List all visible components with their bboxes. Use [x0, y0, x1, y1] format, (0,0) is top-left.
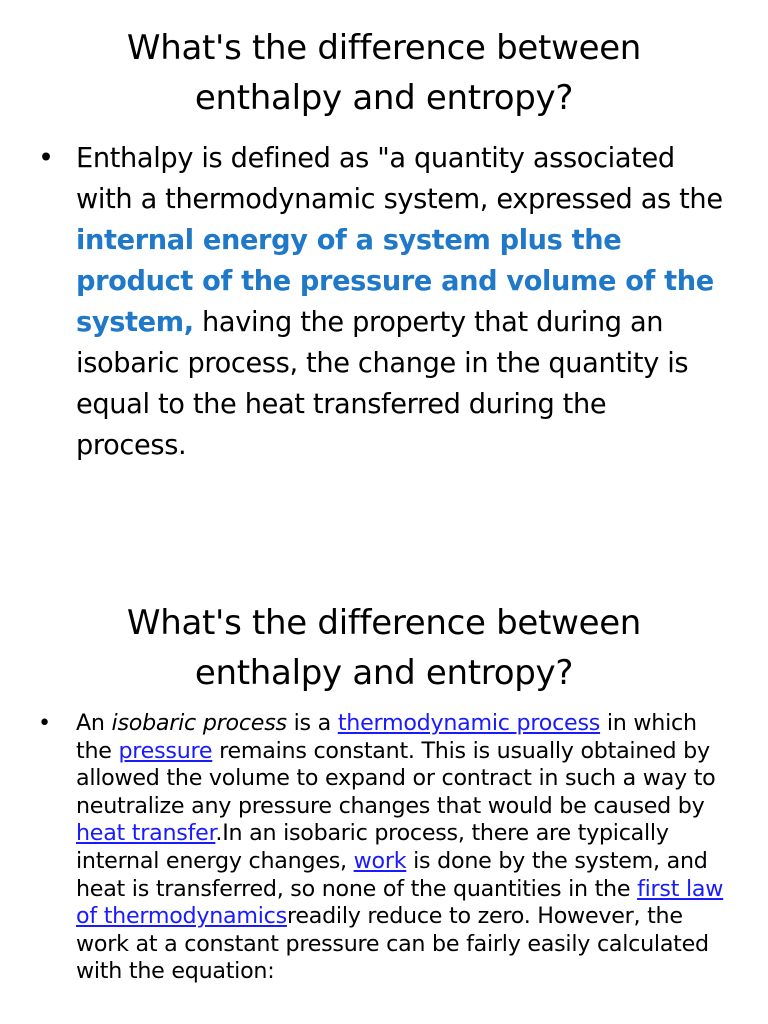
bullet-item: [34, 710, 734, 986]
paragraph-text: remains constant. This is usually obtained by allowed the volume to expand or contract in such a way to neutralize any pressure changes that would be caused by: [76, 737, 716, 819]
paragraph-text: having the property that during an isobaric process, the change in the quantity is equal to the heat transferred during the process.: [76, 307, 689, 461]
paragraph-text: Enthalpy is defined as "a quantity associated with a thermodynamic system, expressed as the: [76, 143, 723, 215]
bullet-paragraph: [76, 138, 724, 466]
paragraph-text: .In an isobaric process, there are typically internal energy changes,: [76, 820, 669, 874]
slide-title: [60, 598, 708, 698]
bullet-item: [34, 138, 724, 466]
thermodynamic-process-link[interactable]: thermodynamic process: [337, 710, 601, 736]
pressure-link[interactable]: pressure: [118, 737, 213, 764]
slide-title: [60, 23, 708, 123]
isobaric-process-term: isobaric process: [111, 710, 287, 736]
highlighted-definition: internal energy of a system plus the product of the pressure and volume of the system,: [76, 225, 714, 338]
paragraph-text: readily reduce to zero. However, the work at a constant pressure can be fairly easily calculated with the equation:: [76, 903, 709, 985]
paragraph-text: in which the: [76, 710, 697, 764]
bullet-dot: •: [38, 710, 51, 736]
work-link[interactable]: work: [353, 847, 407, 874]
bullet-paragraph: [76, 710, 734, 986]
first-law-of-thermodynamics-link[interactable]: first law of thermodynamics: [76, 875, 724, 930]
title-line-1: What's the difference between: [126, 603, 642, 643]
heat-transfer-link[interactable]: heat transfer: [76, 820, 216, 847]
slide-isobaric-process: [0, 512, 768, 1024]
title-line-1: What's the difference between: [126, 28, 642, 68]
paragraph-text: is a: [286, 710, 338, 736]
title-line-2: enthalpy and entropy?: [194, 78, 574, 118]
paragraph-text: is done by the system, and heat is transferred, so none of the quantities in the: [76, 847, 708, 902]
bullet-dot: •: [38, 143, 54, 174]
paragraph-text: An: [76, 710, 112, 736]
title-line-2: enthalpy and entropy?: [194, 653, 574, 693]
